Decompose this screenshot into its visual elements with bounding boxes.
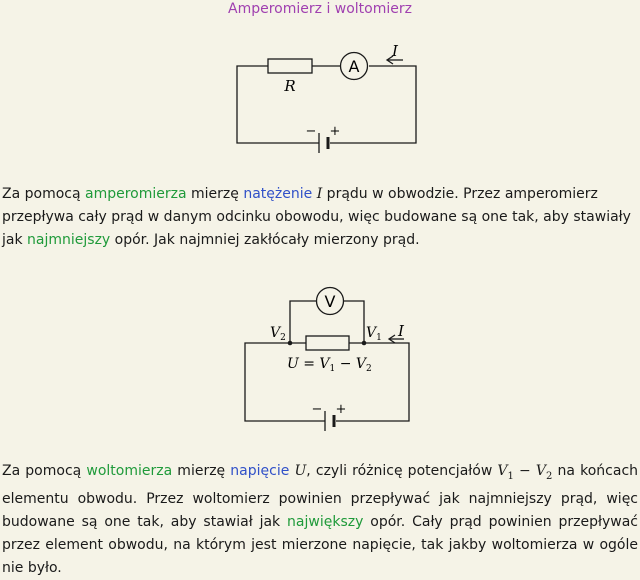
battery-plus-label: +	[329, 124, 341, 139]
voltage-equation: $U = V_1 - V_2$	[287, 356, 372, 374]
term-voltmeter: woltomierza	[86, 463, 173, 479]
battery-minus-label: −	[305, 124, 317, 139]
term-ammeter: amperomierza	[85, 186, 187, 202]
term-smallest: najmniejszy	[27, 232, 111, 248]
voltmeter-circuit-diagram	[0, 280, 640, 460]
resistor	[268, 59, 312, 73]
resistor-label: R	[284, 77, 296, 95]
symbol-potential-difference: $V_1 - V_2$	[497, 463, 553, 482]
battery2-minus-label: −	[311, 402, 323, 417]
circuit1-wire-right	[330, 66, 416, 143]
node-v1	[362, 341, 367, 346]
battery2-plus-label: +	[335, 402, 347, 417]
ammeter-label: A	[348, 57, 360, 76]
node-v2	[288, 341, 293, 346]
voltmeter-paragraph: Za pomocą woltomierza mierzę napięcie U, czyli różnicę potencjałów $V_1 - V_2$ na końcach elementu obwodu. Przez woltomierz powinien przepływać jak najmniejszy prąd, więc budowane są one tak, aby stawiał jak największy opór. Cały prąd powinien przepływać przez element obwodu, na którym jest mierzone napięcie, tak jakby woltomierza w ogóle nie było.	[2, 463, 639, 576]
symbol-voltage: U	[294, 463, 307, 479]
circuit2-wire-right	[336, 343, 409, 421]
symbol-current: I	[316, 186, 323, 202]
term-voltage: napięcie	[230, 463, 290, 479]
node-v2-label: $V_2$	[270, 325, 286, 343]
ammeter-circuit-diagram	[0, 0, 640, 175]
current-label: I	[392, 42, 398, 60]
ammeter-paragraph: Za pomocą amperomierza mierzę natężenie I prądu w obwodzie. Przez amperomierz przepływa cały prąd w danym odcinku obowodu, więc budowane są one tak, aby stawiały jak najmniejszy opór. Jak najmniej zakłócały mierzony prąd.	[2, 186, 631, 248]
term-intensity: natężenie	[243, 186, 313, 202]
voltmeter-label: V	[324, 292, 336, 311]
page-title: Amperomierz i woltomierz	[228, 1, 412, 17]
element-resistor	[306, 336, 349, 350]
node-v1-label: $V_1$	[366, 325, 382, 343]
current2-label: I	[398, 322, 404, 340]
term-largest: największy	[287, 513, 364, 530]
